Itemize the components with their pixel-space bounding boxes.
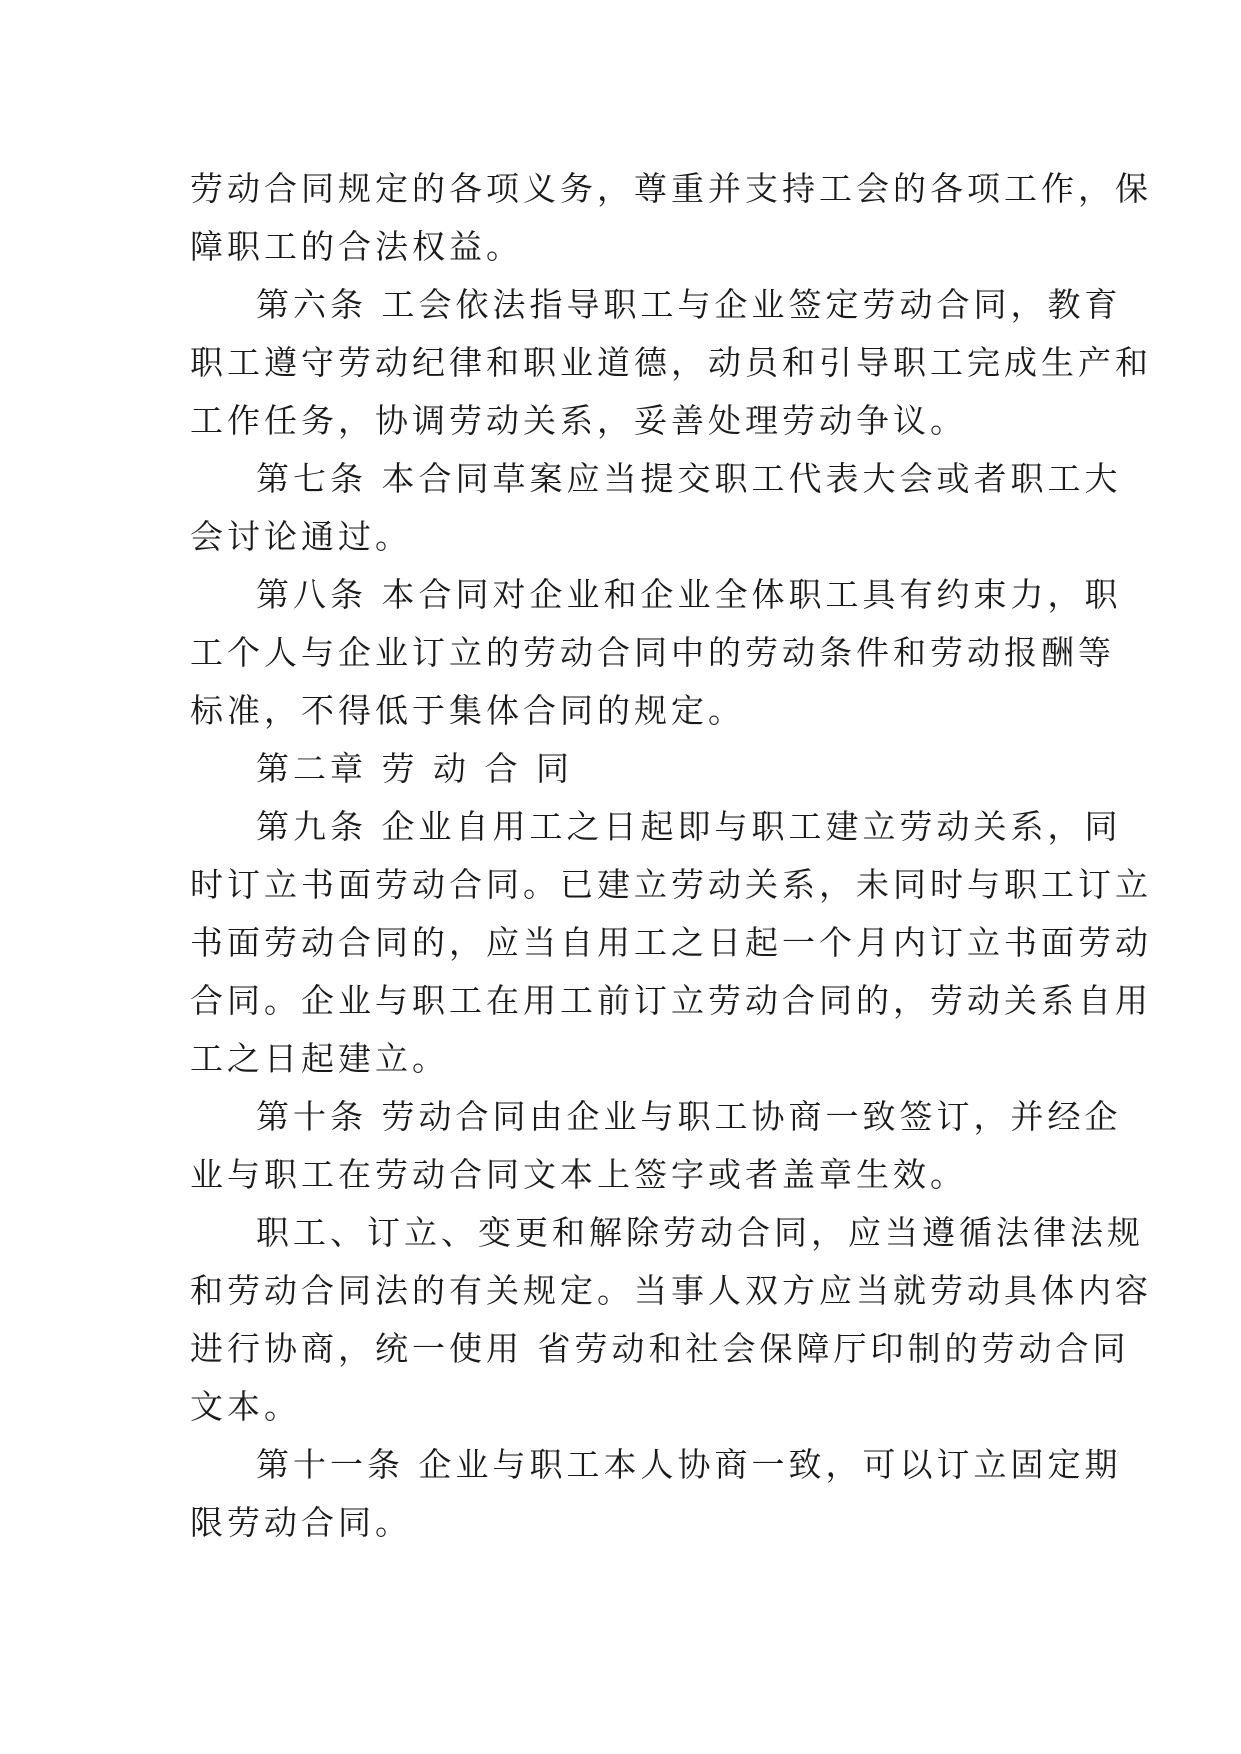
- article-10-line: 第十条 劳动合同由企业与职工协商一致签订，并经企: [256, 1097, 1122, 1136]
- text-line: 进行协商，统一使用 省劳动和社会保障厅印制的劳动合同: [190, 1329, 1130, 1368]
- article-9-line: 第九条 企业自用工之日起即与职工建立劳动关系，同: [256, 807, 1122, 846]
- text-line: 书面劳动合同的，应当自用工之日起一个月内订立书面劳动: [190, 923, 1152, 962]
- article-11-line: 第十一条 企业与职工本人协商一致，可以订立固定期: [256, 1445, 1122, 1484]
- text-line: 业与职工在劳动合同文本上签字或者盖章生效。: [190, 1155, 967, 1194]
- text-line: 合同。企业与职工在用工前订立劳动合同的，劳动关系自用: [190, 981, 1152, 1020]
- text-line: 工个人与企业订立的劳动合同中的劳动条件和劳动报酬等: [190, 633, 1115, 672]
- text-line: 工之日起建立。: [190, 1039, 449, 1078]
- article-7-line: 第七条 本合同草案应当提交职工代表大会或者职工大: [256, 459, 1122, 498]
- chapter-heading: 第二章 劳 动 合 同: [256, 749, 573, 788]
- article-8-line: 第八条 本合同对企业和企业全体职工具有约束力，职: [256, 575, 1122, 614]
- text-line: 和劳动合同法的有关规定。当事人双方应当就劳动具体内容: [190, 1271, 1152, 1310]
- text-line: 限劳动合同。: [190, 1503, 412, 1542]
- document-body: [190, 160, 1152, 1552]
- text-line: 时订立书面劳动合同。已建立劳动关系，未同时与职工订立: [190, 865, 1152, 904]
- text-line: 障职工的合法权益。: [190, 227, 523, 266]
- text-line: 劳动合同规定的各项义务，尊重并支持工会的各项工作，保: [190, 169, 1152, 208]
- text-line: 工作任务，协调劳动关系，妥善处理劳动争议。: [190, 401, 967, 440]
- text-line: 职工遵守劳动纪律和职业道德，动员和引导职工完成生产和: [190, 343, 1152, 382]
- text-line: 标准，不得低于集体合同的规定。: [190, 691, 745, 730]
- paragraph-start-line: 职工、订立、变更和解除劳动合同，应当遵循法律法规: [256, 1213, 1144, 1252]
- text-line: 文本。: [190, 1387, 301, 1426]
- text-line: 会讨论通过。: [190, 517, 412, 556]
- article-6-line: 第六条 工会依法指导职工与企业签定劳动合同，教育: [256, 285, 1122, 324]
